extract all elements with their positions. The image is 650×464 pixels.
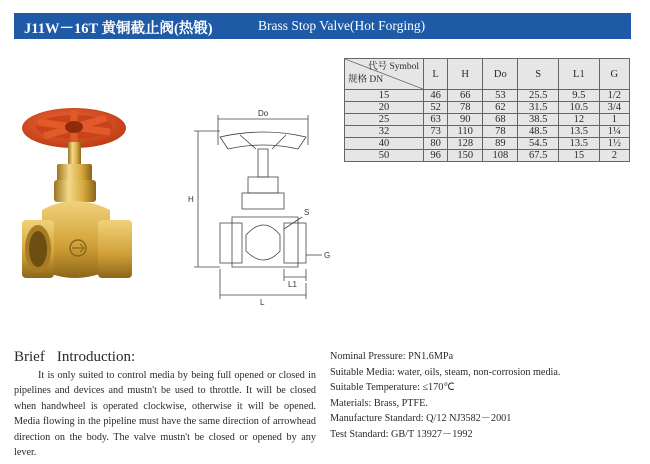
column-header: Do — [483, 59, 518, 90]
dim-s-label: S — [304, 208, 310, 217]
column-header: G — [599, 59, 629, 90]
intro-heading-introduction: Introduction: — [56, 349, 136, 365]
corner-symbol-label: 代号 Symbol — [368, 62, 419, 72]
table-cell: 9.5 — [559, 90, 600, 102]
table-cell: 67.5 — [518, 150, 559, 162]
table-cell: 12 — [559, 114, 600, 126]
table-row — [345, 150, 630, 162]
table-cell: 15 — [345, 90, 424, 102]
dim-h-label: H — [188, 195, 194, 204]
table-cell: 54.5 — [518, 138, 559, 150]
table-cell: 63 — [424, 114, 448, 126]
table-cell: 1 — [599, 114, 629, 126]
dim-l-label: L — [260, 298, 265, 307]
table-cell: 13.5 — [559, 126, 600, 138]
table-cell: 1½ — [599, 138, 629, 150]
table-cell: 66 — [448, 90, 483, 102]
model-title: J11W－16T 黄铜截止阀(热锻) — [24, 21, 213, 37]
table-cell: 25 — [345, 114, 424, 126]
spec-manufacture-standard: Manufacture Standard: Q/12 NJ3582－2001 — [330, 413, 512, 424]
table-cell: 15 — [559, 150, 600, 162]
spec-suitable-temperature: Suitable Temperature: ≤170℃ — [330, 382, 455, 393]
table-cell: 31.5 — [518, 102, 559, 114]
table-cell: 48.5 — [518, 126, 559, 138]
title-banner — [14, 13, 631, 39]
table-cell: 52 — [424, 102, 448, 114]
table-corner — [345, 59, 424, 90]
table-cell: 2 — [599, 150, 629, 162]
table-cell: 73 — [424, 126, 448, 138]
table-cell: 108 — [483, 150, 518, 162]
table-cell: 38.5 — [518, 114, 559, 126]
table-cell: 10.5 — [559, 102, 600, 114]
intro-body: It is only suited to control media by being full opened or closed in pipelines and devices and mustn't be used to throttle. It will be closed when handwheel is operated clockwise, otherwise it will be opened. Media flowing in the pipeline must have the same direction of arrowhead direction on the body. The valve mustn't be closed or opened by any lever. — [14, 370, 316, 459]
table-row — [345, 114, 630, 126]
table-cell: 1¼ — [599, 126, 629, 138]
column-header: S — [518, 59, 559, 90]
table-cell: 80 — [424, 138, 448, 150]
dim-l1-label: L1 — [288, 280, 297, 289]
dimension-table — [344, 58, 630, 162]
table-cell: 3/4 — [599, 102, 629, 114]
valve-drawing — [180, 105, 340, 320]
intro-heading-brief: Brief — [14, 349, 45, 365]
column-header: L1 — [559, 59, 600, 90]
english-title: Brass Stop Valve(Hot Forging) — [258, 18, 426, 33]
table-cell: 128 — [448, 138, 483, 150]
table-cell: 90 — [448, 114, 483, 126]
table-cell: 62 — [483, 102, 518, 114]
spec-suitable-media: Suitable Media: water, oils, steam, non-corrosion media. — [330, 366, 561, 378]
table-cell: 110 — [448, 126, 483, 138]
table-cell: 53 — [483, 90, 518, 102]
table-cell: 89 — [483, 138, 518, 150]
intro-heading — [14, 349, 135, 366]
table-cell: 20 — [345, 102, 424, 114]
column-header: H — [448, 59, 483, 90]
table-row — [345, 90, 630, 102]
dim-g-label: G — [324, 251, 331, 260]
table-cell: 32 — [345, 126, 424, 138]
table-cell: 150 — [448, 150, 483, 162]
table-cell: 50 — [345, 150, 424, 162]
column-header: L — [424, 59, 448, 90]
table-cell: 68 — [483, 114, 518, 126]
dim-do-label: Do — [258, 109, 269, 118]
table-cell: 1/2 — [599, 90, 629, 102]
valve-photo — [14, 100, 140, 305]
table-row — [345, 126, 630, 138]
corner-dn-label: 规格 DN — [348, 75, 384, 85]
table-cell: 25.5 — [518, 90, 559, 102]
spec-materials: Materials: Brass, PTFE. — [330, 397, 428, 409]
table-cell: 46 — [424, 90, 448, 102]
table-row — [345, 138, 630, 150]
spec-nominal-pressure: Nominal Pressure: PN1.6MPa — [330, 351, 454, 362]
table-cell: 96 — [424, 150, 448, 162]
table-cell: 78 — [448, 102, 483, 114]
table-header-row — [345, 59, 630, 90]
table-cell: 40 — [345, 138, 424, 150]
table-cell: 13.5 — [559, 138, 600, 150]
table-cell: 78 — [483, 126, 518, 138]
spec-list — [330, 349, 640, 442]
table-row — [345, 102, 630, 114]
spec-test-standard: Test Standard: GB/T 13927－1992 — [330, 428, 473, 440]
